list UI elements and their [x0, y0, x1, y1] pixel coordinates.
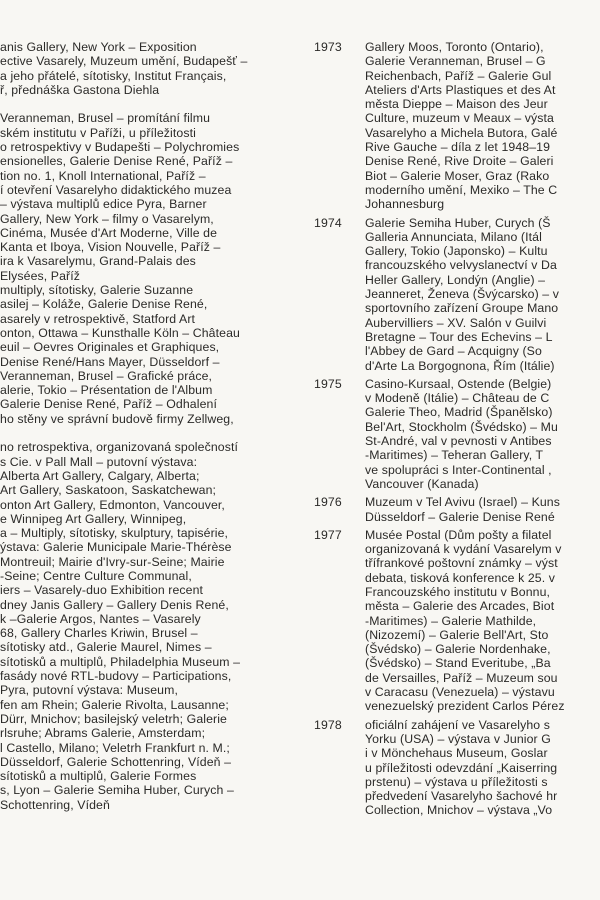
left-text-line: onton Art Gallery, Edmonton, Vancouver, [0, 497, 225, 512]
entry-text-line: Bel'Art, Stockholm (Švédsko) – Mu [365, 419, 558, 434]
entry-year: 1978 [314, 717, 342, 732]
entry-text-line: de Versailles, Paříž – Muzeum sou [365, 670, 558, 685]
left-text-line: Alberta Art Gallery, Calgary, Alberta; [0, 468, 200, 483]
left-text-line: 68, Gallery Charles Kriwin, Brusel – [0, 626, 198, 641]
left-text-line: Montreuil; Mairie d'Ivry-sur-Seine; Mairie [0, 554, 225, 569]
entry-text-line: prstenu) – výstava u příležitosti s [365, 774, 548, 789]
entry-text-line: Reichenbach, Paříž – Galerie Gul [365, 68, 552, 83]
entry-text-line: Galleria Annunciata, Milano (Itál [365, 229, 542, 244]
left-text-line: – výstava multiplů edice Pyra, Barner [0, 197, 207, 212]
left-text-line: alerie, Tokio – Présentation de l'Album [0, 383, 213, 398]
left-text-line: rlsruhe; Abrams Galerie, Amsterdam; [0, 726, 206, 741]
entry-text-line: (Švédsko) – Stand Everitube, „Ba [365, 656, 551, 671]
right-column [0, 40, 600, 822]
entry-text-line: města – Galerie des Arcades, Biot [365, 599, 555, 614]
left-text-line: a – Multiply, sítotisky, skulptury, tapisérie, [0, 526, 229, 541]
entry-text-line: v Modeně (Itálie) – Château de C [365, 391, 550, 406]
year-entry [0, 528, 600, 714]
entry-text-line: Aubervilliers – XV. Salón v Guilvi [365, 315, 547, 330]
entry-text-line: oficiální zahájení ve Vasarelyho s [365, 717, 550, 732]
left-text-line: ho stěny ve správní budově firmy Zellweg, [0, 411, 234, 426]
entry-text-line: -Maritimes) – Teheran Gallery, T [365, 448, 544, 463]
left-text-line: asarely v retrospektivě, Statford Art [0, 311, 196, 326]
left-text-line: onton, Ottawa – Kunsthalle Köln – Château [0, 325, 240, 340]
left-text-line: multiply, sítotisky, Galerie Suzanne [0, 283, 194, 298]
entry-year: 1973 [314, 40, 342, 54]
entry-text-line: (Švédsko) – Galerie Nordenhake, [365, 642, 551, 657]
left-text-line: Pyra, putovní výstava: Museum, [0, 683, 178, 698]
entry-year: 1974 [314, 215, 342, 230]
left-text-line: ira k Vasarelymu, Grand-Palais des [0, 254, 196, 269]
entry-text-line: Vasarelyho a Michela Butora, Galé [365, 125, 558, 140]
left-text-line: iers – Vasarely-duo Exhibition recent [0, 583, 204, 598]
entry-year: 1977 [314, 527, 342, 542]
entry-text-line: Heller Gallery, Londýn (Anglie) – [365, 272, 546, 287]
entry-text-line: -Maritimes) – Galerie Mathilde, [365, 613, 537, 628]
left-text-line: k –Galerie Argos, Nantes – Vasarely [0, 611, 201, 626]
left-text-line: Schottenring, Vídeň [0, 797, 110, 812]
left-text-line: o retrospektivy v Budapešti – Polychromies [0, 140, 240, 155]
entry-text-line: Ateliers d'Arts Plastiques et des At [365, 82, 556, 97]
left-text-line: ective Vasarely, Muzeum umění, Budapešť – [0, 54, 248, 69]
entry-text-line: Musée Postal (Dům pošty a filatel [365, 527, 552, 542]
left-text-line: sítotisků a multiplů, Philadelphia Museum – [0, 654, 241, 669]
left-text-line: euil – Oevres Originales et Graphiques, [0, 340, 220, 355]
left-text-line: Galerie Denise René, Paříž – Odhalení [0, 397, 217, 412]
left-text-line: s, Lyon – Galerie Semiha Huber, Curych – [0, 783, 234, 798]
year-entry [0, 377, 600, 491]
entry-year: 1976 [314, 495, 342, 510]
entry-text-line: Muzeum v Tel Avivu (Israel) – Kuns [365, 495, 560, 510]
entry-text-line: debata, tisková konference k 25. v [365, 570, 556, 585]
entry-text-line: Casino-Kursaal, Ostende (Belgie) [365, 376, 552, 391]
entry-text-line: Culture, muzeum v Meaux – výsta [365, 111, 554, 126]
entry-text-line: venezuelský prezident Carlos Pérez [365, 699, 565, 714]
entry-text-line: ve spolupráci s Inter-Continental , [365, 462, 552, 477]
entry-text-line: (Nizozemí) – Galerie Bell'Art, Sto [365, 627, 549, 642]
entry-text-line: sportovního zařízení Groupe Mano [365, 301, 559, 316]
left-text-line: asilej – Koláže, Galerie Denise René, [0, 297, 208, 312]
year-entry [0, 495, 600, 524]
left-text-line: ensionelles, Galerie Denise René, Paříž – [0, 154, 233, 169]
left-text-line: Cinéma, Musée d'Art Moderne, Ville de [0, 225, 218, 240]
entry-text-line: města Dieppe – Maison des Jeur [365, 97, 548, 112]
entry-text-line: Jeanneret, Ženeva (Švýcarsko) – v [365, 287, 559, 302]
entry-text-line: předvedení Vasarelyho šachové hr [365, 789, 558, 804]
left-text-line: í otevření Vasarelyho didaktického muzea [0, 182, 232, 197]
left-text-line: Gallery, New York – filmy o Vasarelym, [0, 211, 214, 226]
left-text-line: Düsseldorf, Galerie Schottenring, Vídeň – [0, 754, 232, 769]
entry-text-line: Denise René, Rive Droite – Galeri [365, 154, 554, 169]
year-entry [0, 718, 600, 818]
entry-text-line: Collection, Mnichov – výstava „Vo [365, 803, 553, 818]
entry-text-line: Rive Gauche – díla z let 1948–19 [365, 140, 551, 155]
entry-text-line: v Caracasu (Venezuela) – výstavu [365, 685, 555, 700]
left-text-line: -Seine; Centre Culture Communal, [0, 568, 192, 583]
entry-text-line: Johannesburg [365, 197, 445, 212]
entry-text-line: francouzského velvyslanectví v Da [365, 258, 557, 273]
left-text-line: a jeho přátelé, sítotisky, Institut Français, [0, 68, 227, 83]
left-text-line: fen am Rhein; Galerie Rivolta, Lausanne; [0, 697, 229, 712]
left-text-line: dney Janis Gallery – Gallery Denis René, [0, 597, 229, 612]
left-text-line: tion no. 1, Knoll International, Paříž – [0, 168, 206, 183]
left-text-line: Veranneman, Brusel – Grafické práce, [0, 368, 213, 383]
entry-text-line: Galerie Semiha Huber, Curych (Š [365, 215, 551, 230]
left-text-line: Elysées, Paříž [0, 268, 80, 283]
entry-text-line: třífrankové poštovní známky – výst [365, 556, 558, 571]
left-text-line: e Winnipeg Art Gallery, Winnipeg, [0, 511, 187, 526]
left-text-line: sítotisků a multiplů, Galerie Formes [0, 769, 197, 784]
year-entry [0, 40, 600, 212]
left-text-line: fasády nové RTL-budovy – Participations, [0, 669, 232, 684]
entry-text-line: Yorku (USA) – výstava v Junior G [365, 731, 551, 746]
left-text-line: Denise René/Hans Mayer, Düsseldorf – [0, 354, 220, 369]
left-text-line: sítotisky atd., Galerie Maurel, Nimes – [0, 640, 212, 655]
left-text-line: ř, přednáška Gastona Diehla [0, 82, 160, 97]
entry-text-line: Düsseldorf – Galerie Denise René [365, 509, 555, 524]
entry-text-line: St-André, val v pevnosti v Antibes [365, 434, 552, 449]
entry-text-line: Biot – Galerie Moser, Graz (Rako [365, 168, 550, 183]
left-text-line: anis Gallery, New York – Exposition [0, 40, 197, 54]
left-text-line: ýstava: Galerie Municipale Marie-Thérèse [0, 540, 232, 555]
left-text-line: Veranneman, Brusel – promítání filmu [0, 111, 211, 126]
entry-text-line: i v Mönchehaus Museum, Goslar [365, 746, 548, 761]
entry-text-line: Galerie Theo, Madrid (Španělsko) [365, 405, 553, 420]
entry-text-line: Galerie Veranneman, Brusel – G [365, 54, 546, 69]
left-text-line: ském institutu v Paříži, u příležitosti [0, 125, 196, 140]
entry-text-line: Gallery Moos, Toronto (Ontario), [365, 40, 544, 54]
left-text-line: Dürr, Mnichov; basilejský veletrh; Galerie [0, 711, 227, 726]
left-text-line: s Cie. v Pall Mall – putovní výstava: [0, 454, 198, 469]
left-text-line: Art Gallery, Saskatoon, Saskatchewan; [0, 483, 217, 498]
year-entry [0, 216, 600, 373]
entry-text-line: Vancouver (Kanada) [365, 476, 479, 491]
entry-text-line: Francouzského institutu v Bonnu, [365, 584, 551, 599]
entry-text-line: l'Abbey de Gard – Acquigny (So [365, 344, 542, 359]
entry-text-line: u příležitosti odevzdání „Kaiserring [365, 760, 558, 775]
entry-text-line: organizovaná k vydání Vasarelym v [365, 542, 562, 557]
left-text-line: Kanta et Iboya, Vision Nouvelle, Paříž – [0, 240, 221, 255]
entry-text-line: moderního umění, Mexiko – The C [365, 182, 558, 197]
entry-text-line: Gallery, Tokio (Japonsko) – Kultu [365, 244, 548, 259]
left-text-line: l Castello, Milano; Veletrh Frankfurt n. M.; [0, 740, 230, 755]
entry-year: 1975 [314, 376, 342, 391]
left-text-line: no retrospektiva, organizovaná společností [0, 440, 238, 455]
entry-text-line: Bretagne – Tour des Echevins – L [365, 329, 553, 344]
entry-text-line: d'Arte La Borgognona, Řím (Itálie) [365, 358, 555, 373]
